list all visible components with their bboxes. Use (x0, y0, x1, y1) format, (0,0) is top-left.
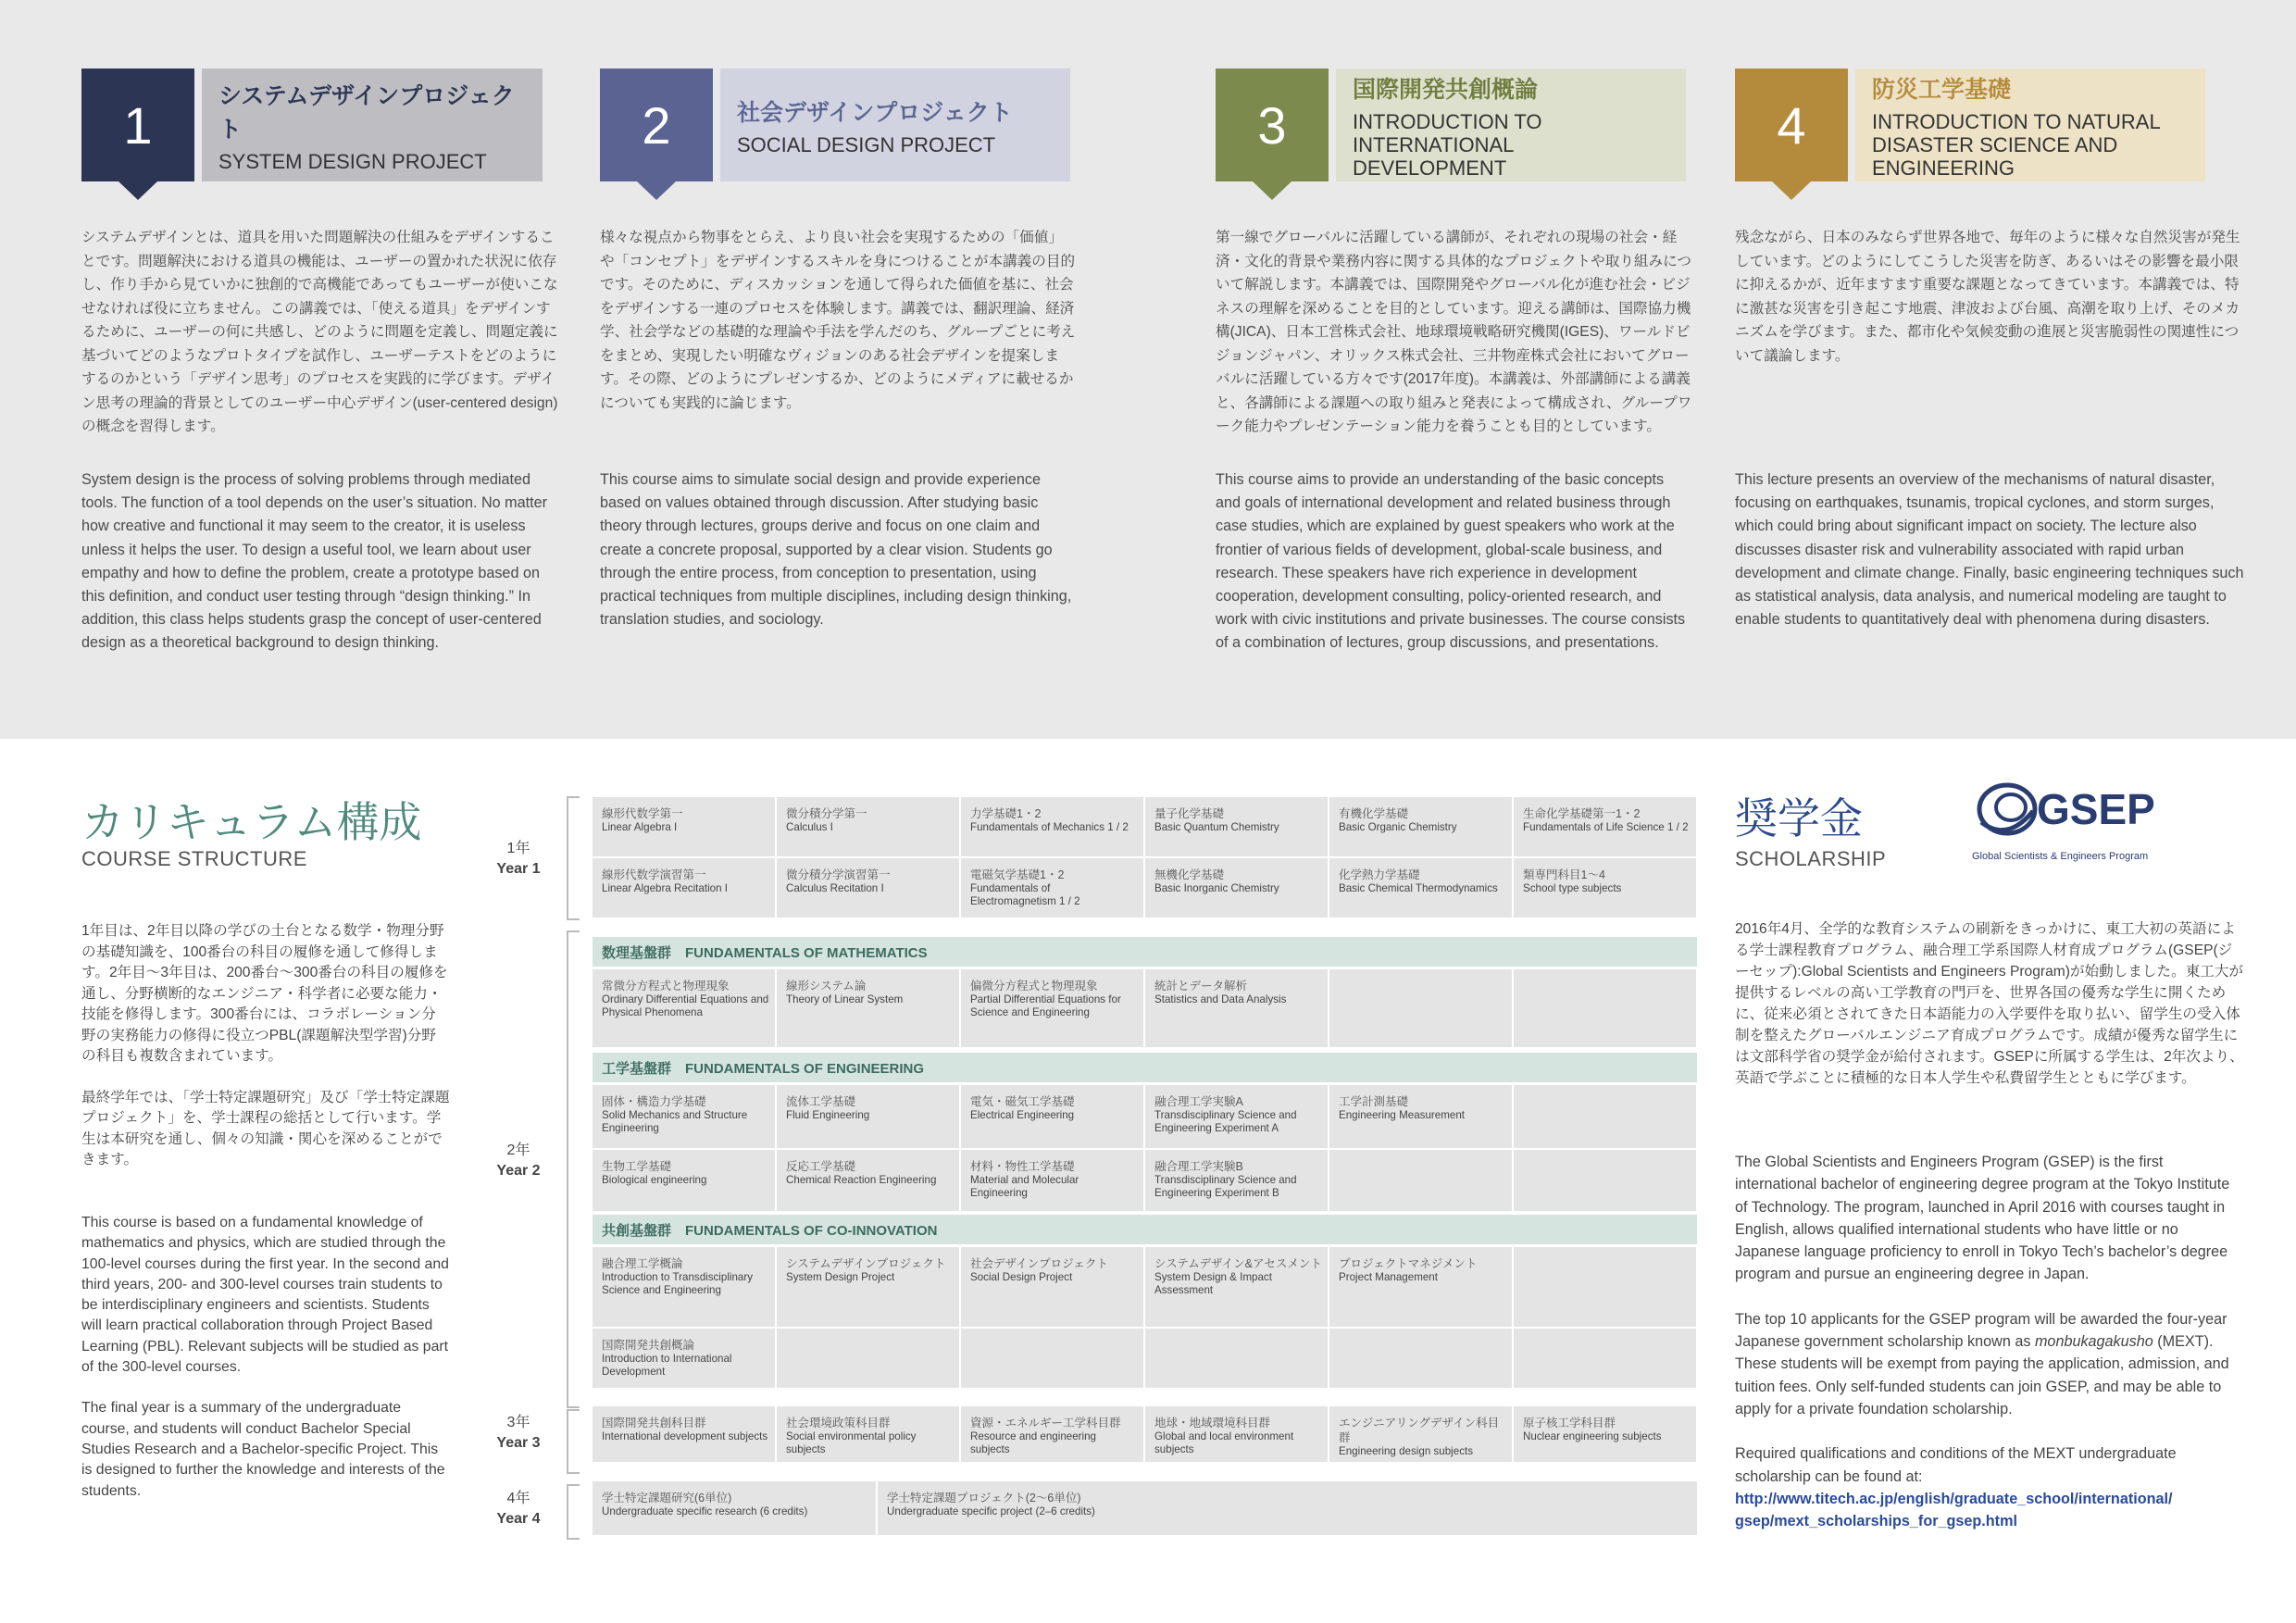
course-cell (1145, 1150, 1328, 1211)
year-bracket (567, 1409, 580, 1474)
course-cell (1514, 1329, 1696, 1388)
project-title-en: INTRODUCTION TO NATURAL DISASTER SCIENCE AND ENGINEERING (1872, 109, 2160, 180)
course-name-jp: 電磁気学基礎1・2 (970, 868, 1065, 881)
course-name-en: Engineering design subjects (1339, 1445, 1474, 1457)
course-name-en: Linear Algebra I (602, 821, 678, 833)
scholarship-title: 奨学金 (1735, 794, 1863, 843)
course-name-jp: 有機化学基礎 (1339, 807, 1409, 820)
course-name-en: Transdisciplinary Science and Engineering Experiment B (1154, 1174, 1297, 1199)
course-cell (777, 797, 959, 856)
course-row (593, 858, 1696, 918)
curriculum-title: カリキュラム構成 (81, 798, 422, 846)
curriculum-desc-en (81, 1213, 450, 1522)
project-desc-jp: 様々な視点から物事をとらえ、より良い社会を実現するための「価値」や「コンセプト」をデザインするスキルを身につけることが本講義の目的です。そのために、ディスカッションを通して得られた価値を基に、社会をデザインする一連のプロセスを体験します。講義では、翻訳理論、経済学、社会学などの基礎的な理論や手法を学んだのち、グループごとに考えをまとめ、実現したい明確なヴィジョンのある社会デザインを提案します。その際、どのようにプレゼンするか、どのようにメディアに載せるかについても実践的に論じます。 (600, 230, 1076, 411)
math-group-header: 数理基盤群 FUNDAMENTALS OF MATHEMATICS (593, 937, 1697, 967)
course-name-jp: 線形システム論 (786, 980, 867, 993)
course-row (593, 1406, 1696, 1462)
course-name-en: Transdisciplinary Science and Engineering Experiment A (1154, 1109, 1297, 1134)
curriculum-desc-en-1: This course is based on a fundamental knowledge of mathematics and physics, which are studied through the 100-level courses during the first year. In the second and third years, 200- and 300-level courses train students to be interdisciplinary engineers and scientists. Students will learn practical collaboration through Project Based Learning (PBL). Relevant subjects will be studied as part of the 300-level courses. (81, 1215, 449, 1376)
course-cell (1514, 1247, 1696, 1327)
project-desc-en: This lecture presents an overview of the mechanisms of natural disaster, focusing on earthquakes, tsunamis, tropical cyclones, and storm surges, which could bring about significant impact on society. The lecture also discusses disaster risk and vulnerability associated with rapid urban development and climate change. Finally, basic engineering techniques such as statistical analysis, data analysis, and numerical modeling are taught to enable students to quantitatively deal with phenomena during disasters. (1735, 471, 2244, 629)
course-name-en: Social environmental policy subjects (786, 1430, 917, 1455)
course-cell (1329, 797, 1512, 856)
project-desc-en: System design is the process of solving problems through mediated tools. The function of a tool depends on the user’s situation. No matter how creative and functional it may seem to the creator, it is useless unless it helps the user. To design a useful tool, we learn about user empathy and how to define the problem, create a prototype based on this definition, and conduct user testing through “design thinking.” In addition, this class helps students grasp the concept of user-centered design as a theoretical background to design thinking. (81, 471, 548, 652)
course-name-en: Biological engineering (602, 1174, 707, 1186)
course-cell (593, 858, 775, 918)
mext-link[interactable]: http://www.titech.ac.jp/english/graduate_school/international/ (1735, 1490, 2173, 1507)
course-cell (1514, 797, 1696, 856)
course-cell (1514, 1085, 1696, 1148)
course-name-jp: 化学熱力学基礎 (1339, 868, 1420, 881)
course-cell (593, 1481, 876, 1535)
course-name-en: Calculus Recitation I (786, 882, 884, 894)
course-name-jp: 統計とデータ解析 (1154, 980, 1248, 993)
course-name-en: Electrical Engineering (970, 1109, 1075, 1121)
course-name-en: Ordinary Differential Equations and Physical Phenomena (602, 993, 769, 1018)
course-cell (961, 858, 1143, 918)
course-name-jp: 微分積分学演習第一 (786, 868, 891, 881)
project-desc-en: This course aims to provide an understanding of the basic concepts and goals of international development and related business through case studies, which are explained by guest speakers who work at the frontier of various fields of development, global-scale business, and research. These speakers have rich experience in development cooperation, development consulting, policy-oriented research, and work with civic institutions and private businesses. The course consists of a combination of lectures, group discussions, and presentations. (1216, 471, 1686, 652)
course-name-en: Resource and engineering subjects (970, 1430, 1097, 1455)
course-name-jp: エンジニアリングデザイン科目群 (1339, 1417, 1500, 1444)
course-name-en: Basic Quantum Chemistry (1154, 821, 1279, 833)
course-cell (593, 1150, 775, 1211)
course-name-jp: 工学計測基礎 (1339, 1095, 1409, 1108)
year-label: 3年 Year 3 (496, 1415, 541, 1451)
course-name-en: Social Design Project (970, 1271, 1073, 1283)
course-cell (1329, 969, 1512, 1047)
project-desc-jp: 第一線でグローバルに活躍している講師が、それぞれの現場の社会・経済・文化的背景や業務内容に関する具体的なプロジェクトや取り組みについて解説します。本講義では、国際開発やグローバル化が進む社会・ビジネスの理解を深めることを目的としています。迎える講師は、国際協力機構(JICA)、日本工営株式会社、地球環境戦略研究機関(IGES)、ワールドビジョンジャパン、オリックス株式会社、三井物産株式会社においてグローバルに活躍している方々です(2017年度)。本講義は、外部講師による講義と、各講師による課題への取り組みと発表によって構成され、グループワーク能力やプレゼンテーション能力を養うことも目的としています。 (1216, 230, 1692, 434)
course-cell (593, 1085, 775, 1148)
course-name-en: Calculus I (786, 821, 833, 833)
course-name-en: Introduction to Transdisciplinary Science and Engineering (602, 1271, 754, 1296)
course-name-jp: 力学基礎1・2 (970, 807, 1042, 820)
course-name-en: Partial Differential Equations for Science and Engineering (970, 993, 1121, 1018)
year-label: 4年 Year 4 (496, 1491, 541, 1527)
scholarship-desc-en-1: The Global Scientists and Engineers Program (GSEP) is the first international bachelor of engineering degree program at the Tokyo Institute of Technology. The program, launched in April 2016 with courses taught in English, allows qualified international students who have little or no Japanese language proficiency to enroll in Tokyo Tech’s bachelor’s degree program and pursue an engineering degree in Japan. (1735, 1154, 2230, 1283)
course-name-jp: 学士特定課題プロジェクト(2〜6単位) (887, 1492, 1081, 1504)
course-name-jp: 無機化学基礎 (1154, 868, 1225, 881)
course-name-en: Basic Inorganic Chemistry (1154, 882, 1279, 894)
course-name-jp: 常微分方程式と物理現象 (602, 980, 730, 993)
course-name-en: Introduction to International Development (602, 1353, 732, 1378)
project-title-en: INTRODUCTION TO INTERNATIONAL DEVELOPMENT (1353, 109, 1542, 180)
course-name-en: System Design Project (786, 1271, 895, 1283)
course-name-jp: 国際開発共創科目群 (602, 1417, 706, 1429)
project-number-badge: 4 (1735, 69, 1848, 181)
course-name-en: Undergraduate specific research (6 credits) (602, 1505, 808, 1517)
course-name-jp: 微分積分学第一 (786, 807, 867, 820)
project-desc-jp: 残念ながら、日本のみならず世界各地で、毎年のように様々な自然災害が発生しています。どのようにしてこうした災害を防ぎ、あるいはその影響を最小限に抑えるかが、近年ますます重要な課題となってきています。本講義では、特に激甚な災害を引き起こす地震、津波および台風、高潮を取り上げ、そのメカニズムを学びます。また、都市化や気候変動の進展と災害脆弱性の関連性について議論します。 (1735, 230, 2240, 364)
course-name-jp: 融合理工学実験B (1154, 1160, 1243, 1173)
course-cell (961, 1150, 1143, 1211)
year-bracket (567, 1484, 580, 1540)
course-name-en: System Design & Impact Assessment (1154, 1271, 1272, 1296)
course-name-en: Project Management (1339, 1271, 1438, 1283)
project-title-en: SYSTEM DESIGN PROJECT (218, 149, 487, 173)
course-name-jp: 融合理工学実験A (1154, 1095, 1243, 1108)
course-row (593, 1481, 1697, 1535)
curriculum-subtitle: COURSE STRUCTURE (81, 847, 307, 870)
scholarship-desc-en (1735, 1151, 2244, 1554)
course-name-en: Engineering Measurement (1339, 1109, 1465, 1121)
coinnovation-group-header: 共創基盤群 FUNDAMENTALS OF CO-INNOVATION (593, 1215, 1697, 1244)
year-bracket (567, 930, 580, 1408)
course-cell (961, 1329, 1143, 1388)
course-name-en: Fundamentals of Life Science 1 / 2 (1523, 821, 1689, 833)
course-cell (777, 969, 959, 1047)
course-cell (777, 1329, 959, 1388)
course-name-jp: 反応工学基礎 (786, 1160, 856, 1173)
scholarship-desc-en-3: Required qualifications and conditions of the MEXT undergraduate scholarship can be found at: http://www.titech.ac.jp/english/graduate_school/international/ gsep/mext_scholarships_for_gsep.html (1735, 1445, 2177, 1530)
course-name-en: Fluid Engineering (786, 1109, 870, 1121)
course-name-en: Solid Mechanics and Structure Engineering (602, 1109, 748, 1134)
scholarship-desc-en-2: The top 10 applicants for the GSEP program will be awarded the four-year Japanese government scholarship known as monbukagakusho (MEXT). These students will be exempt from paying the application, admission, and tuition fees. Only self-funded students can join GSEP, and may be able to apply for a private foundation scholarship. (1735, 1310, 2229, 1417)
course-row (593, 1150, 1696, 1211)
project-number-badge: 2 (600, 69, 713, 181)
course-name-jp: 学士特定課題研究(6単位) (602, 1492, 732, 1504)
course-name-jp: 社会デザインプロジェクト (970, 1257, 1108, 1270)
course-cell (1514, 1150, 1696, 1211)
course-name-jp: 生命化学基礎第一1・2 (1523, 807, 1641, 820)
project-title-jp: 防災工学基礎 (1872, 76, 2012, 103)
project-title-en: SOCIAL DESIGN PROJECT (737, 132, 996, 156)
course-row (593, 797, 1696, 856)
project-title-label (202, 69, 543, 181)
course-name-jp: 生物工学基礎 (602, 1160, 672, 1173)
course-name-en: Global and local environment subjects (1154, 1430, 1294, 1455)
course-cell (593, 969, 775, 1047)
course-cell (1145, 797, 1328, 856)
course-cell (1329, 1085, 1512, 1148)
course-name-jp: 地球・地域環境科目群 (1154, 1417, 1271, 1429)
scholarship-subtitle: SCHOLARSHIP (1735, 847, 1887, 870)
course-name-jp: 電気・磁気工学基礎 (970, 1095, 1075, 1108)
course-name-jp: 固体・構造力学基礎 (602, 1095, 706, 1108)
course-name-jp: システムデザイン&アセスメント (1154, 1257, 1322, 1270)
year-label: 2年 Year 2 (496, 1142, 541, 1179)
course-cell (961, 969, 1143, 1047)
course-cell (878, 1481, 1697, 1535)
course-cell (1329, 1150, 1512, 1211)
course-name-en: International development subjects (602, 1430, 768, 1442)
course-name-jp: システムデザインプロジェクト (786, 1257, 946, 1270)
curriculum-desc-jp-1: 1年目は、2年目以降の学びの土台となる数学・物理分野の基礎知識を、100番台の科目の履修を通して修得します。2年目〜3年目は、200番台〜300番台の科目の履修を通し、分野横断的なエンジニア・科学者に必要な能力・技能を修得します。300番台には、コラボレーション分野の実務能力の修得に役立つPBL(課題解決型学習)分野の科目も複数含まれています。 (81, 923, 448, 1064)
course-cell (1145, 969, 1328, 1047)
course-cell (1329, 1329, 1512, 1388)
course-name-jp: 線形代数学第一 (602, 807, 683, 820)
course-name-en: Material and Molecular Engineering (970, 1174, 1079, 1199)
course-name-jp: 偏微分方程式と物理現象 (970, 980, 1098, 993)
course-cell (1145, 1085, 1328, 1148)
course-name-jp: 量子化学基礎 (1154, 807, 1225, 820)
course-name-en: Chemical Reaction Engineering (786, 1174, 937, 1186)
course-cell (1145, 1406, 1328, 1462)
curriculum-desc-jp (81, 921, 450, 1192)
project-title-label (720, 69, 1070, 181)
curriculum-desc-en-2: The final year is a summary of the undergraduate course, and students will conduct Bachelor Special Studies Research and a Bachelor-specific Project. This is designed to further the knowledge and interests of the students. (81, 1400, 445, 1499)
course-name-en: Linear Algebra Recitation I (602, 882, 728, 894)
course-name-en: Undergraduate specific project (2–6 credits) (887, 1505, 1095, 1517)
course-name-jp: 社会環境政策科目群 (786, 1417, 891, 1429)
course-cell (1514, 969, 1696, 1047)
course-cell (1329, 1406, 1512, 1462)
course-name-jp: プロジェクトマネジメント (1339, 1257, 1478, 1270)
course-row (593, 1247, 1696, 1327)
course-cell (593, 1247, 775, 1327)
mext-link-cont[interactable]: gsep/mext_scholarships_for_gsep.html (1735, 1513, 2017, 1530)
project-number-badge: 1 (81, 69, 194, 181)
project-number-badge: 3 (1216, 69, 1329, 181)
course-name-jp: 線形代数学演習第一 (602, 868, 706, 881)
project-title-label (1855, 69, 2205, 181)
year-label: 1年 Year 1 (496, 841, 541, 877)
course-cell (1514, 1406, 1696, 1462)
engineering-group-header: 工学基盤群 FUNDAMENTALS OF ENGINEERING (593, 1053, 1697, 1082)
course-cell (1329, 858, 1512, 918)
course-cell (593, 1406, 775, 1462)
course-cell (961, 1247, 1143, 1327)
logo-text: GSEP (2037, 785, 2155, 833)
project-title-jp: 社会デザインプロジェクト (737, 99, 1013, 126)
course-cell (777, 858, 959, 918)
course-cell (593, 797, 775, 856)
project-desc-jp: システムデザインとは、道具を用いた問題解決の仕組みをデザインすることです。問題解決における道具の機能は、ユーザーの置かれた状況に依存し、作り手から見ていかに独創的で高機能であってもユーザーが使いこなせなければ役に立ちません。この講義では、「使える道具」をデザインするために、ユーザーの何に共感し、どのように問題を定義し、問題定義に基づいてどのようなプロトタイプを試作し、ユーザーテストをどのようにするのかという「デザイン思考」のプロセスを実践的に学びます。デザイン思考の理論的背景としてのユーザー中心デザイン(user-centered design)の概念を習得します。 (81, 230, 558, 434)
course-cell (961, 797, 1143, 856)
course-cell (593, 1329, 775, 1388)
scholarship-desc-jp: 2016年4月、全学的な教育システムの刷新をきっかけに、東工大初の英語による学士課程教育プログラム、融合理工学系国際人材育成プログラム(GSEP(ジーセップ):Global Scientists and Engineers Program)が始動しました。東工大が提供するレベルの高い工学教育の門戸を、世界各国の優秀な学生に開くために、従来必須とされてきた日本語能力の入学要件を取り払い、留学生の受入体制を整えたグローバルエンジニア育成プログラムです。成績が優秀な留学生には文部科学省の奨学金が給付されます。GSEPに所属する学生は、2年次より、英語で学ぶことに積極的な日本人学生や私費留学生とともに学びます。 (1735, 921, 2244, 1086)
course-cell (777, 1085, 959, 1148)
course-cell (1145, 858, 1328, 918)
course-name-en: Fundamentals of Mechanics 1 / 2 (970, 821, 1129, 833)
logo-subtext: Global Scientists & Engineers Program (1972, 851, 2149, 862)
course-cell (777, 1150, 959, 1211)
course-name-en: Basic Organic Chemistry (1339, 821, 1457, 833)
course-name-jp: 融合理工学概論 (602, 1257, 683, 1270)
project-title-jp: システムデザインプロジェクト (218, 82, 515, 143)
course-name-en: Basic Chemical Thermodynamics (1339, 882, 1498, 894)
project-desc-en: This course aims to simulate social design and provide experience based on values obtained through discussion. After studying basic theory through lectures, groups derive and focus on one claim and create a concrete proposal, supported by a clear vision. Students go through the entire process, from conception to presentation, using practical techniques from multiple disciplines, including design thinking, translation studies, and sociology. (600, 471, 1072, 629)
course-row (593, 969, 1696, 1047)
course-name-jp: 類専門科目1〜4 (1523, 868, 1605, 881)
course-row (593, 1329, 1696, 1388)
course-name-en: Theory of Linear System (786, 993, 904, 1005)
project-title-jp: 国際開発共創概論 (1353, 76, 1539, 103)
course-cell (1514, 858, 1696, 918)
course-cell (961, 1406, 1143, 1462)
course-cell (961, 1085, 1143, 1148)
course-cell (777, 1406, 959, 1462)
course-cell (1329, 1247, 1512, 1327)
course-name-en: Fundamentals of Electromagnetism 1 / 2 (970, 882, 1080, 907)
course-name-jp: 原子核工学科目群 (1523, 1417, 1616, 1429)
course-name-jp: 流体工学基礎 (786, 1095, 856, 1108)
course-name-jp: 国際開発共創概論 (602, 1339, 695, 1352)
course-cell (1145, 1247, 1328, 1327)
course-name-en: School type subjects (1523, 882, 1622, 894)
year-bracket (567, 796, 580, 920)
course-cell (777, 1247, 959, 1327)
course-cell (1145, 1329, 1328, 1388)
course-name-en: Statistics and Data Analysis (1154, 993, 1287, 1005)
course-row (593, 1085, 1696, 1148)
course-name-jp: 資源・エネルギー工学科目群 (970, 1417, 1121, 1429)
project-title-label (1336, 69, 1686, 181)
curriculum-desc-jp-2: 最終学年では、「学士特定課題研究」及び「学士特定課題プロジェクト」を、学士課程の総括として行います。学生は本研究を通し、個々の知識・関心を深めることができます。 (81, 1089, 450, 1167)
gsep-logo (1963, 774, 2166, 867)
course-name-en: Nuclear engineering subjects (1523, 1430, 1662, 1442)
course-name-jp: 材料・物性工学基礎 (970, 1160, 1075, 1173)
